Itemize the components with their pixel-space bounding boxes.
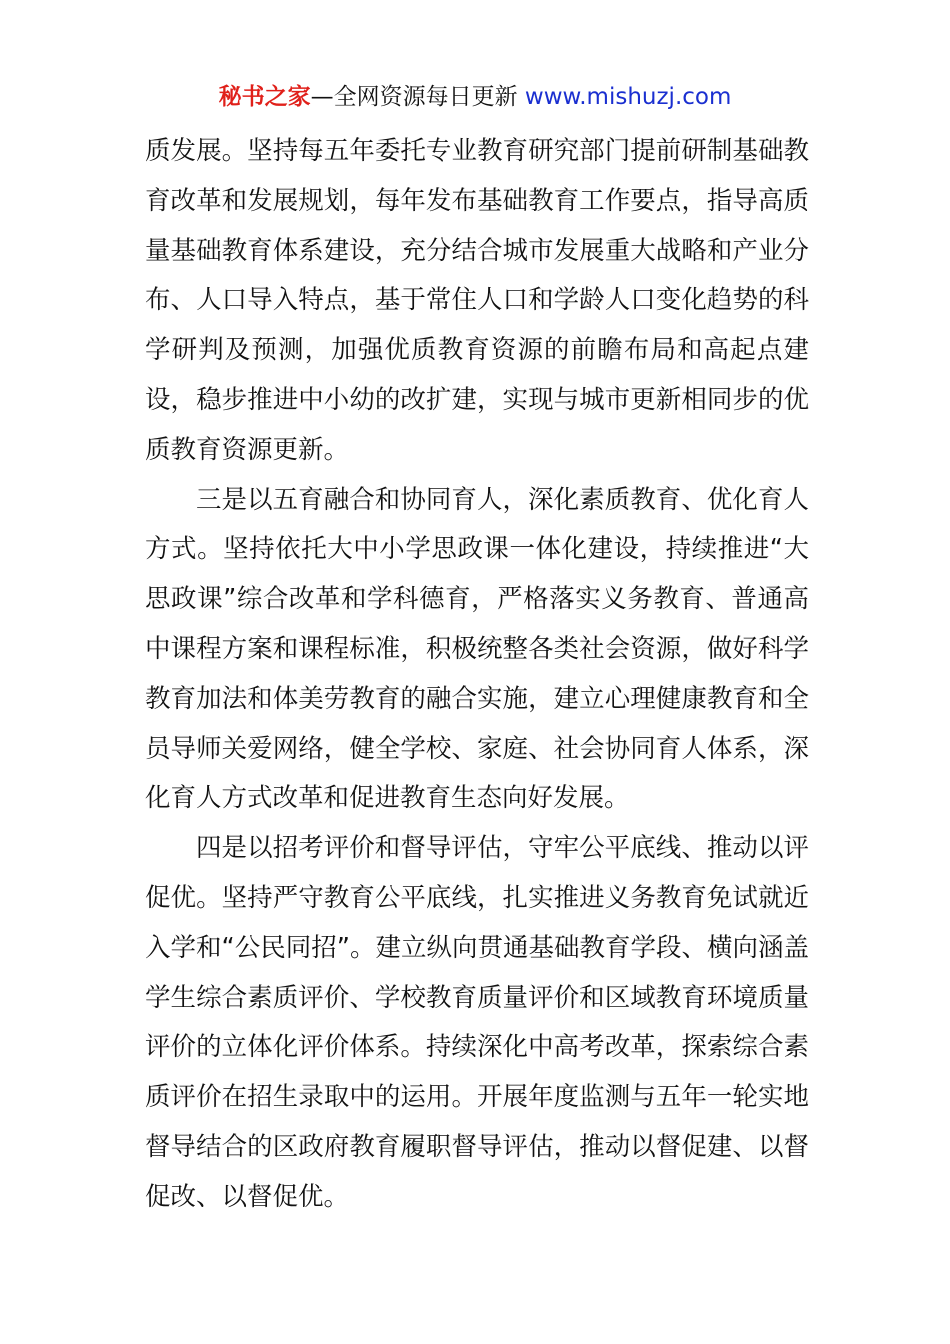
paragraph-continued: 质发展。坚持每五年委托专业教育研究部门提前研制基础教育改革和发展规划，每年发布基础教育工作要点，指导高质量基础教育体系建设，充分结合城市发展重大战略和产业分布、人口导入特点，基于常住人口和学龄人口变化趋势的科学研判及预测，加强优质教育资源的前瞻布局和高起点建设，稳步推进中小幼的改扩建，实现与城市更新相同步的优质教育资源更新。: [145, 136, 809, 465]
site-url[interactable]: www.mishuzj.com: [524, 84, 732, 110]
header-tagline: —全网资源每日更新: [310, 84, 525, 110]
paragraph-four: 四是以招考评价和督导评估，守牢公平底线、推动以评促优。坚持严守教育公平底线，扎实推进义务教育免试就近入学和“公民同招”。建立纵向贯通基础教育学段、横向涵盖学生综合素质评价、学校教育质量评价和区域教育环境质量评价的立体化评价体系。持续深化中高考改革，探索综合素质评价在招生录取中的运用。开展年度监测与五年一轮实地督导结合的区政府教育履职督导评估，推动以督促建、以督促改、以督促优。: [145, 833, 809, 1212]
page-header: [0, 80, 950, 114]
document-body: [145, 127, 809, 1223]
paragraph-three: 三是以五育融合和协同育人，深化素质教育、优化育人方式。坚持依托大中小学思政课一体化建设，持续推进“大思政课”综合改革和学科德育，严格落实义务教育、普通高中课程方案和课程标准，积极统整各类社会资源，做好科学教育加法和体美劳教育的融合实施，建立心理健康教育和全员导师关爱网络，健全学校、家庭、社会协同育人体系，深化育人方式改革和促进教育生态向好发展。: [145, 484, 809, 814]
brand-name: 秘书之家: [218, 84, 311, 110]
